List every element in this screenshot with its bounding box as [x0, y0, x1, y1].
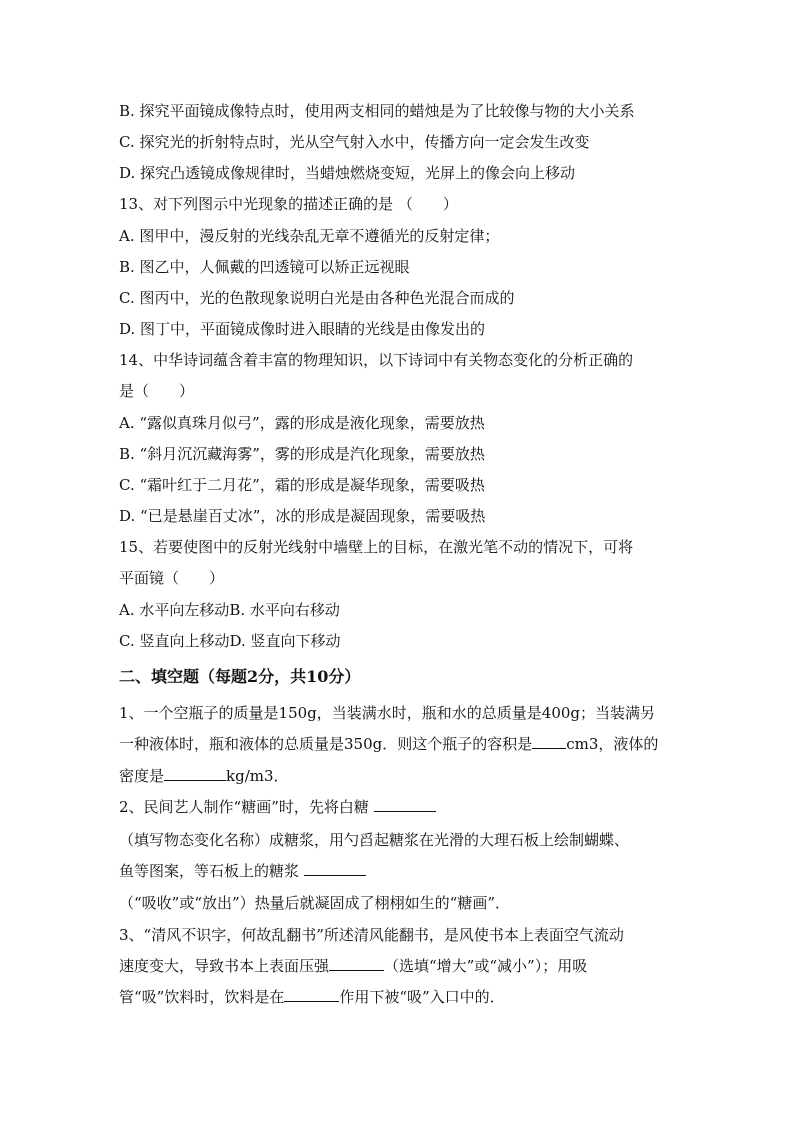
option-12c: C. 探究光的折射特点时，光从空气射入水中，传播方向一定会发生改变: [119, 133, 590, 151]
fill-q1-text-a: 一种液体时，瓶和液体的总质量是350g．则这个瓶子的容积是: [119, 735, 533, 753]
option-15ab: A. 水平向左移动B. 水平向右移动: [119, 601, 340, 619]
fill-q2-line4: （“吸收”或“放出”）热量后就凝固成了栩栩如生的“糖画”．: [119, 894, 511, 912]
fill-q1-text-c: 密度是: [119, 767, 165, 785]
fill-q1-line3: [119, 766, 679, 786]
fill-q2-line1: [119, 797, 679, 817]
answer-blank-density[interactable]: [164, 766, 226, 781]
option-15cd: C. 竖直向上移动D. 竖直向下移动: [119, 632, 341, 650]
question-14-line2: 是（ ）: [119, 382, 195, 400]
option-13a: A. 图甲中，漫反射的光线杂乱无章不遵循光的反射定律；: [119, 227, 500, 245]
fill-q3-text-d: 作用下被“吸”入口中的．: [339, 988, 505, 1006]
fill-q3-text-b: （选填“增大”或“减小”）；用吸: [384, 957, 588, 975]
fill-q3-line3: [119, 987, 679, 1007]
fill-q2-line3: [119, 861, 679, 881]
question-15-line1: 15、若要使图中的反射光线射中墙壁上的目标，在激光笔不动的情况下，可将: [119, 538, 634, 556]
fill-q3-line2: [119, 956, 679, 976]
fill-q3-text-a: 速度变大，导致书本上表面压强: [119, 957, 330, 975]
answer-blank-force[interactable]: [284, 987, 339, 1002]
answer-blank-pressure[interactable]: [329, 956, 384, 971]
option-14d: D. “已是悬崖百丈冰”，冰的形成是凝固现象，需要吸热: [119, 507, 486, 525]
option-12d: D. 探究凸透镜成像规律时，当蜡烛燃烧变短，光屏上的像会向上移动: [119, 164, 576, 182]
option-13c: C. 图丙中，光的色散现象说明白光是由各种色光混合而成的: [119, 289, 515, 307]
fill-q1-line1: 1、一个空瓶子的质量是150g，当装满水时，瓶和水的总质量是400g；当装满另: [119, 704, 656, 722]
option-14b: B. “斜月沉沉藏海雾”，雾的形成是汽化现象，需要放热: [119, 445, 485, 463]
question-14-line1: 14、中华诗词蕴含着丰富的物理知识，以下诗词中有关物态变化的分析正确的: [119, 351, 634, 369]
option-14c: C. “霜叶红于二月花”，霜的形成是凝华现象，需要吸热: [119, 476, 485, 494]
fill-q2-text-c: 鱼等图案，等石板上的糖浆: [119, 862, 304, 880]
answer-blank-heat[interactable]: [304, 861, 366, 876]
fill-q3-line1: 3、“清风不识字，何故乱翻书”所述清风能翻书，是风使书本上表面空气流动: [119, 926, 624, 944]
fill-q2-text-a: 2、民间艺人制作“糖画”时，先将白糖: [119, 798, 374, 816]
fill-q2-line2: （填写物态变化名称）成糖浆，用勺舀起糖浆在光滑的大理石板上绘制蝴蝶、: [119, 831, 630, 849]
question-13: 13、对下列图示中光现象的描述正确的是 （ ）: [119, 195, 458, 213]
fill-q3-text-c: 管“吸”饮料时，饮料是在: [119, 988, 285, 1006]
section-heading: 二、填空题（每题2分，共10分）: [119, 667, 361, 686]
option-14a: A. “露似真珠月似弓”，露的形成是液化现象，需要放热: [119, 414, 485, 432]
option-12b: B. 探究平面镜成像特点时，使用两支相同的蜡烛是为了比较像与物的大小关系: [119, 102, 635, 120]
fill-q1-line2: [119, 734, 679, 754]
option-13d: D. 图丁中，平面镜成像时进入眼睛的光线是由像发出的: [119, 320, 486, 338]
option-13b: B. 图乙中，人佩戴的凹透镜可以矫正远视眼: [119, 258, 410, 276]
answer-blank-volume[interactable]: [532, 734, 566, 749]
question-15-line2: 平面镜（ ）: [119, 569, 225, 587]
answer-blank-state-change[interactable]: [374, 797, 436, 812]
fill-q1-text-b: cm3，液体的: [566, 735, 659, 753]
fill-q1-text-d: kg/m3．: [226, 767, 289, 785]
